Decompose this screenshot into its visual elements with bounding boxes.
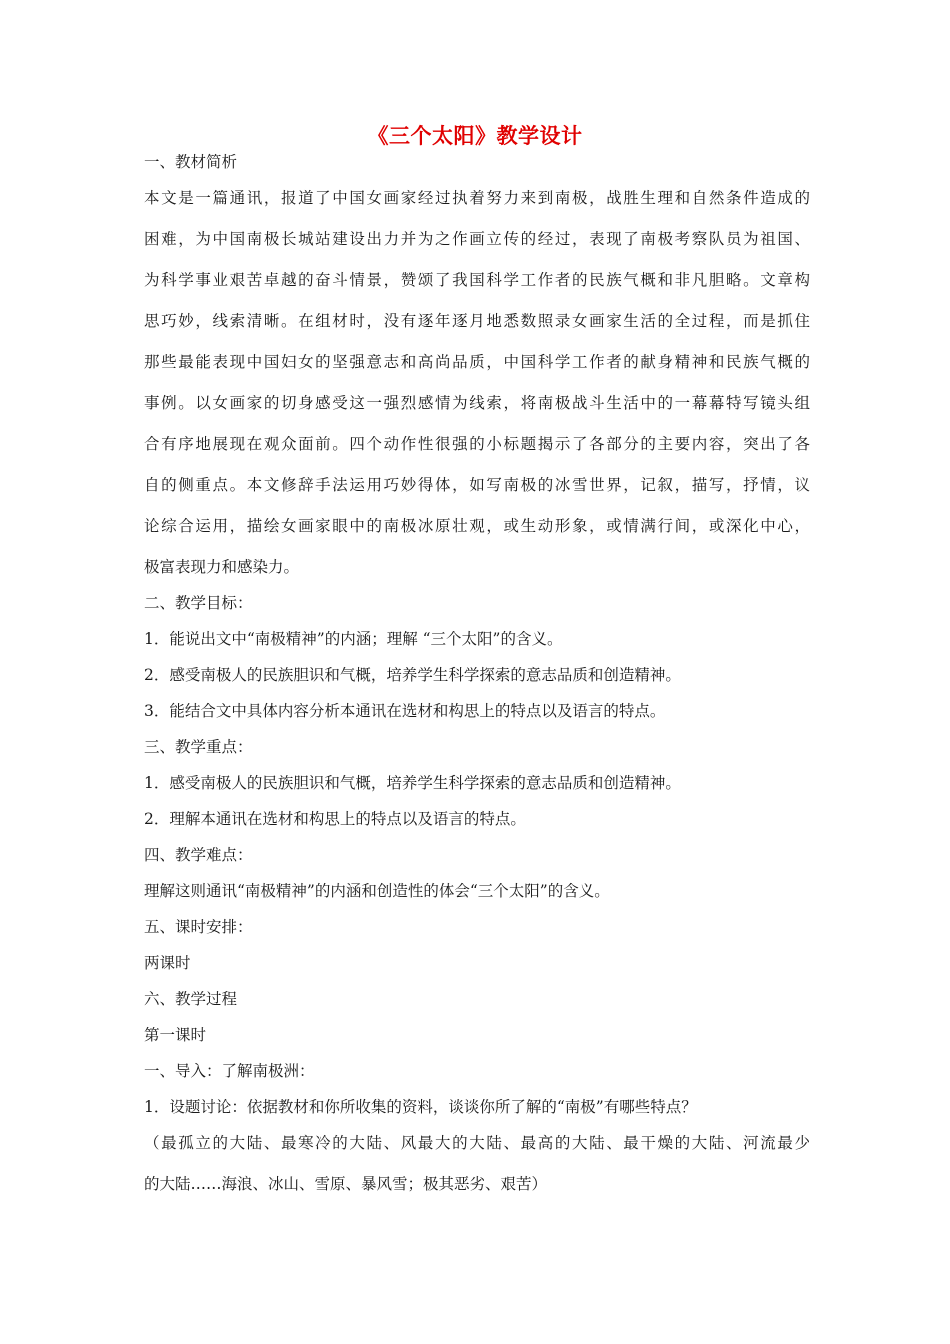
focus-item: 1．感受南极人的民族胆识和气概，培养学生科学探索的意志品质和创造精神。 [144, 774, 681, 792]
goal-item: 2．感受南极人的民族胆识和气概，培养学生科学探索的意志品质和创造精神。 [144, 666, 681, 684]
goal-item: 3．能结合文中具体内容分析本通讯在选材和构思上的特点以及语言的特点。 [144, 702, 666, 720]
section-heading-difficulty: 四、教学难点： [144, 846, 253, 864]
intro-paragraph-line: 那些最能表现中国妇女的坚强意志和高尚品质，中国科学工作者的献身精神和民族气概的 [144, 353, 810, 371]
schedule-text: 两课时 [144, 954, 191, 972]
document-title: 《三个太阳》教学设计 [367, 123, 583, 148]
answer-line: （最孤立的大陆、最寒冷的大陆、风最大的大陆、最高的大陆、最干燥的大陆、河流最少 [144, 1134, 810, 1152]
focus-item: 2．理解本通讯在选材和构思上的特点以及语言的特点。 [144, 810, 526, 828]
intro-paragraph-line: 论综合运用，描绘女画家眼中的南极冰原壮观，或生动形象，或情满行间，或深化中心， [144, 517, 810, 535]
section-heading-analysis: 一、教材简析 [144, 153, 238, 171]
discussion-question: 1．设题讨论：依据教材和你所收集的资料，谈谈你所了解的“南极”有哪些特点？ [144, 1098, 697, 1116]
intro-paragraph-line: 自的侧重点。本文修辞手法运用巧妙得体，如写南极的冰雪世界，记叙，描写，抒情，议 [144, 476, 810, 494]
intro-paragraph-line: 极富表现力和感染力。 [144, 558, 300, 576]
intro-paragraph-line: 困难，为中国南极长城站建设出力并为之作画立传的经过，表现了南极考察队员为祖国、 [144, 230, 810, 248]
section-heading-process: 六、教学过程 [144, 990, 238, 1008]
intro-paragraph-line: 为科学事业艰苦卓越的奋斗情景，赞颂了我国科学工作者的民族气概和非凡胆略。文章构 [144, 271, 810, 289]
document-body [144, 148, 810, 1206]
difficulty-text: 理解这则通讯“南极精神”的内涵和创造性的体会“三个太阳”的含义。 [144, 882, 610, 900]
answer-line: 的大陆……海浪、冰山、雪原、暴风雪；极其恶劣、艰苦） [144, 1175, 548, 1193]
intro-paragraph-line: 合有序地展现在观众面前。四个动作性很强的小标题揭示了各部分的主要内容，突出了各 [144, 435, 810, 453]
section-heading-schedule: 五、课时安排： [144, 918, 253, 936]
step-heading: 一、导入：了解南极洲： [144, 1062, 315, 1080]
intro-paragraph-line: 本文是一篇通讯，报道了中国女画家经过执着努力来到南极，战胜生理和自然条件造成的 [144, 189, 810, 207]
intro-paragraph-line: 事例。以女画家的切身感受这一强烈感情为线索，将南极战斗生活中的一幕幕特写镜头组 [144, 394, 810, 412]
section-heading-focus: 三、教学重点： [144, 738, 253, 756]
section-heading-goals: 二、教学目标： [144, 594, 253, 612]
intro-paragraph-line: 思巧妙，线索清晰。在组材时，没有逐年逐月地悉数照录女画家生活的全过程，而是抓住 [144, 312, 810, 330]
lesson-label: 第一课时 [144, 1026, 207, 1044]
goal-item: 1．能说出文中“南极精神”的内涵；理解 “三个太阳”的含义。 [144, 630, 563, 648]
